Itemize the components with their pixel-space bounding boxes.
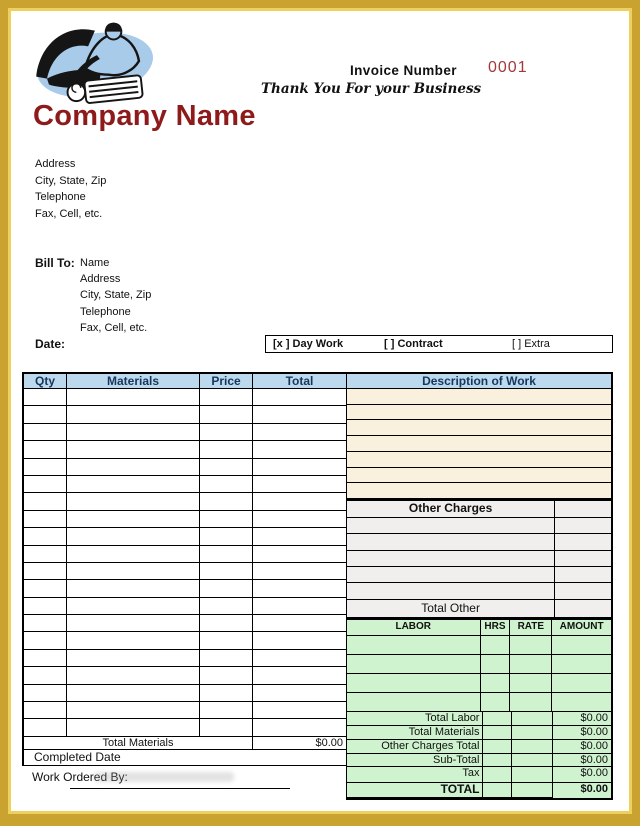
total-cell[interactable] [253, 580, 347, 597]
other-charges-row [347, 534, 613, 550]
qty-cell[interactable] [22, 702, 67, 719]
price-cell[interactable] [200, 598, 253, 615]
sub-total-value: $0.00 [553, 754, 613, 767]
materials-cell[interactable] [67, 719, 200, 736]
price-cell[interactable] [200, 528, 253, 545]
materials-row [22, 598, 347, 615]
materials-section [22, 372, 347, 792]
materials-row [22, 441, 347, 458]
invoice-number-value[interactable]: 0001 [488, 59, 528, 76]
labor-row [347, 674, 613, 693]
bill-to-city[interactable]: City, State, Zip [80, 289, 152, 302]
other-charge-desc-cell[interactable] [347, 583, 555, 599]
labor-hrs-cell[interactable] [481, 693, 511, 712]
description-row [347, 452, 613, 468]
watermark-smudge [94, 772, 234, 782]
materials-total-row [22, 737, 347, 750]
description-cell[interactable] [347, 468, 613, 484]
description-cell[interactable] [347, 405, 613, 421]
price-cell[interactable] [200, 493, 253, 510]
other-charge-amount-cell[interactable] [555, 583, 613, 599]
materials-cell[interactable] [67, 563, 200, 580]
checkbox-contract[interactable]: [ ] Contract [384, 338, 443, 350]
qty-cell[interactable] [22, 580, 67, 597]
other-charges-row [347, 567, 613, 583]
description-cell[interactable] [347, 452, 613, 468]
labor-desc-cell[interactable] [347, 636, 481, 655]
spacer-cell [512, 712, 553, 726]
sub-total-label: Sub-Total [347, 754, 483, 767]
labor-desc-cell[interactable] [347, 674, 481, 693]
completed-date-row [22, 750, 347, 766]
qty-cell[interactable] [22, 615, 67, 632]
materials-row [22, 667, 347, 684]
labor-amount-cell[interactable] [552, 655, 613, 674]
invoice-table [22, 372, 613, 796]
spacer-cell [512, 726, 553, 740]
work-details-section [347, 372, 613, 800]
qty-cell[interactable] [22, 546, 67, 563]
total-cell[interactable] [253, 667, 347, 684]
materials-cell[interactable] [67, 598, 200, 615]
labor-hrs-cell[interactable] [481, 674, 511, 693]
total-cell[interactable] [253, 459, 347, 476]
qty-cell[interactable] [22, 424, 67, 441]
labor-hrs-cell[interactable] [481, 655, 511, 674]
qty-cell[interactable] [22, 719, 67, 736]
qty-cell[interactable] [22, 493, 67, 510]
spacer-cell [512, 783, 553, 800]
materials-row [22, 580, 347, 597]
total-cell[interactable] [253, 546, 347, 563]
materials-cell[interactable] [67, 546, 200, 563]
tagline: Thank You For your Business [261, 81, 482, 97]
price-cell[interactable] [200, 667, 253, 684]
labor-rate-cell[interactable] [510, 674, 552, 693]
materials-cell[interactable] [67, 511, 200, 528]
materials-cell[interactable] [67, 650, 200, 667]
total-cell[interactable] [253, 441, 347, 458]
tax-label: Tax [347, 767, 483, 783]
materials-row [22, 424, 347, 441]
total-header: Total [253, 372, 347, 389]
total-cell[interactable] [253, 719, 347, 736]
company-phone-line[interactable]: Telephone [35, 191, 86, 203]
total-labor-label: Total Labor [347, 712, 483, 726]
other-charge-desc-cell[interactable] [347, 518, 555, 534]
spacer-cell [512, 754, 553, 767]
other-charge-desc-cell[interactable] [347, 567, 555, 583]
materials-cell[interactable] [67, 459, 200, 476]
materials-row [22, 493, 347, 510]
materials-cell[interactable] [67, 493, 200, 510]
materials-cell[interactable] [67, 424, 200, 441]
total-materials-row [347, 726, 613, 740]
materials-cell[interactable] [67, 476, 200, 493]
other-charges-rows [347, 518, 613, 600]
hrs-header: HRS [481, 620, 511, 636]
grand-total-row [347, 783, 613, 800]
price-cell[interactable] [200, 702, 253, 719]
labor-amount-cell[interactable] [552, 693, 613, 712]
work-type-box [265, 335, 613, 353]
materials-row [22, 528, 347, 545]
qty-cell[interactable] [22, 598, 67, 615]
materials-cell[interactable] [67, 406, 200, 423]
materials-row [22, 406, 347, 423]
spacer-cell [483, 754, 512, 767]
total-other-label: Total Other [347, 600, 555, 618]
qty-cell[interactable] [22, 441, 67, 458]
labor-desc-cell[interactable] [347, 655, 481, 674]
other-charge-desc-cell[interactable] [347, 551, 555, 567]
total-other-row [347, 600, 613, 618]
total-cell[interactable] [253, 563, 347, 580]
total-materials-label: Total Materials [347, 726, 483, 740]
description-cell[interactable] [347, 420, 613, 436]
qty-cell[interactable] [22, 667, 67, 684]
spacer-cell [483, 726, 512, 740]
labor-hrs-cell[interactable] [481, 636, 511, 655]
materials-total-value: $0.00 [253, 737, 347, 750]
completed-date-label[interactable]: Completed Date [22, 750, 347, 766]
qty-cell[interactable] [22, 563, 67, 580]
materials-row [22, 459, 347, 476]
labor-rate-cell[interactable] [510, 655, 552, 674]
labor-header: LABOR [347, 620, 481, 636]
bill-to-label: Bill To: [35, 256, 75, 270]
price-cell[interactable] [200, 511, 253, 528]
rate-header: RATE [510, 620, 552, 636]
description-row [347, 436, 613, 452]
date-label: Date: [35, 337, 66, 351]
materials-total-label: Total Materials [22, 737, 253, 750]
qty-cell[interactable] [22, 632, 67, 649]
total-cell[interactable] [253, 632, 347, 649]
price-cell[interactable] [200, 632, 253, 649]
labor-row [347, 636, 613, 655]
total-cell[interactable] [253, 389, 347, 406]
description-row [347, 405, 613, 421]
materials-row [22, 476, 347, 493]
materials-cell[interactable] [67, 702, 200, 719]
materials-row [22, 546, 347, 563]
description-cell[interactable] [347, 436, 613, 452]
materials-row [22, 615, 347, 632]
total-cell[interactable] [253, 685, 347, 702]
checkbox-day-work[interactable]: [x ] Day Work [273, 338, 344, 350]
total-cell[interactable] [253, 702, 347, 719]
total-cell[interactable] [253, 598, 347, 615]
invoice-number-label: Invoice Number [350, 63, 457, 78]
qty-cell[interactable] [22, 459, 67, 476]
company-city-line[interactable]: City, State, Zip [35, 174, 107, 187]
labor-rows [347, 636, 613, 712]
materials-header-row [22, 372, 347, 389]
materials-cell[interactable] [67, 667, 200, 684]
materials-row [22, 685, 347, 702]
description-row [347, 420, 613, 436]
materials-row [22, 702, 347, 719]
price-cell[interactable] [200, 459, 253, 476]
qty-header: Qty [22, 372, 67, 389]
labor-row [347, 655, 613, 674]
total-cell[interactable] [253, 650, 347, 667]
spacer-cell [483, 783, 512, 800]
description-row [347, 468, 613, 484]
labor-rate-cell[interactable] [510, 636, 552, 655]
price-cell[interactable] [200, 406, 253, 423]
sub-total-row [347, 754, 613, 767]
other-charge-amount-cell[interactable] [555, 534, 613, 550]
grand-total-label: TOTAL [347, 783, 483, 800]
total-cell[interactable] [253, 528, 347, 545]
other-charge-amount-cell[interactable] [555, 551, 613, 567]
company-fax-line[interactable]: Fax, Cell, etc. [35, 207, 103, 220]
other-charges-header-amount-cell [555, 501, 613, 518]
labor-amount-cell[interactable] [552, 636, 613, 655]
total-cell[interactable] [253, 476, 347, 493]
work-ordered-row [22, 766, 347, 792]
work-ordered-label: Work Ordered By: [32, 769, 128, 784]
materials-cell[interactable] [67, 580, 200, 597]
total-materials-value: $0.00 [553, 726, 613, 740]
description-rows [347, 389, 613, 499]
qty-cell[interactable] [22, 528, 67, 545]
description-header: Description of Work [347, 372, 613, 389]
spacer-cell [483, 740, 512, 754]
other-charges-row [347, 583, 613, 599]
materials-header: Materials [67, 372, 200, 389]
signature-line[interactable] [70, 788, 290, 789]
materials-row [22, 389, 347, 406]
labor-amount-cell[interactable] [552, 674, 613, 693]
spacer-cell [483, 712, 512, 726]
labor-rate-cell[interactable] [510, 693, 552, 712]
amount-header: AMOUNT [552, 620, 613, 636]
price-cell[interactable] [200, 563, 253, 580]
other-charge-amount-cell[interactable] [555, 518, 613, 534]
total-cell[interactable] [253, 424, 347, 441]
total-other-value-cell [555, 600, 613, 618]
labor-row [347, 693, 613, 712]
description-row [347, 389, 613, 405]
materials-row [22, 632, 347, 649]
qty-cell[interactable] [22, 511, 67, 528]
materials-cell[interactable] [67, 615, 200, 632]
bill-to-address[interactable]: Address [80, 273, 121, 286]
price-cell[interactable] [200, 546, 253, 563]
company-name[interactable]: Company Name [33, 100, 256, 132]
tax-row [347, 767, 613, 783]
materials-cell[interactable] [67, 685, 200, 702]
bill-to-block [80, 255, 151, 336]
materials-row [22, 719, 347, 736]
description-cell[interactable] [347, 389, 613, 405]
description-header-row [347, 372, 613, 389]
spacer-cell [512, 740, 553, 754]
company-address-line[interactable]: Address [35, 158, 76, 170]
price-cell[interactable] [200, 719, 253, 736]
materials-cell[interactable] [67, 441, 200, 458]
price-cell[interactable] [200, 424, 253, 441]
labor-desc-cell[interactable] [347, 693, 481, 712]
spacer-cell [483, 767, 512, 783]
other-charges-header: Other Charges [347, 501, 555, 518]
other-charges-total-row [347, 740, 613, 754]
price-cell[interactable] [200, 476, 253, 493]
total-labor-value: $0.00 [553, 712, 613, 726]
other-charges-header-row [347, 501, 613, 518]
other-charges-section [346, 499, 613, 618]
qty-cell[interactable] [22, 685, 67, 702]
price-cell[interactable] [200, 580, 253, 597]
total-cell[interactable] [253, 493, 347, 510]
total-labor-row [347, 712, 613, 726]
other-charge-amount-cell[interactable] [555, 567, 613, 583]
other-charges-total-label: Other Charges Total [347, 740, 483, 754]
description-row [347, 483, 613, 499]
price-header: Price [200, 372, 253, 389]
materials-cell[interactable] [67, 632, 200, 649]
checkbox-extra[interactable]: [ ] Extra [512, 338, 550, 350]
other-charges-row [347, 551, 613, 567]
materials-rows [22, 389, 347, 737]
spacer-cell [512, 767, 553, 783]
qty-cell[interactable] [22, 389, 67, 406]
price-cell[interactable] [200, 615, 253, 632]
description-cell[interactable] [347, 483, 613, 499]
qty-cell[interactable] [22, 476, 67, 493]
bill-to-phone[interactable]: Telephone [80, 305, 131, 318]
grand-total-value: $0.00 [553, 783, 613, 800]
total-cell[interactable] [253, 511, 347, 528]
labor-header-row [347, 620, 613, 636]
total-cell[interactable] [253, 615, 347, 632]
qty-cell[interactable] [22, 406, 67, 423]
materials-cell[interactable] [67, 389, 200, 406]
qty-cell[interactable] [22, 650, 67, 667]
labor-section [346, 618, 613, 800]
bill-to-name[interactable]: Name [80, 257, 110, 269]
total-cell[interactable] [253, 406, 347, 423]
materials-row [22, 650, 347, 667]
other-charges-total-value: $0.00 [553, 740, 613, 754]
other-charges-row [347, 518, 613, 534]
mechanic-logo-icon [28, 16, 156, 106]
materials-cell[interactable] [67, 528, 200, 545]
price-cell[interactable] [200, 389, 253, 406]
price-cell[interactable] [200, 441, 253, 458]
tax-value: $0.00 [553, 767, 613, 783]
materials-row [22, 563, 347, 580]
price-cell[interactable] [200, 650, 253, 667]
price-cell[interactable] [200, 685, 253, 702]
bill-to-fax[interactable]: Fax, Cell, etc. [80, 321, 148, 334]
materials-row [22, 511, 347, 528]
company-info-block [35, 156, 106, 222]
other-charge-desc-cell[interactable] [347, 534, 555, 550]
